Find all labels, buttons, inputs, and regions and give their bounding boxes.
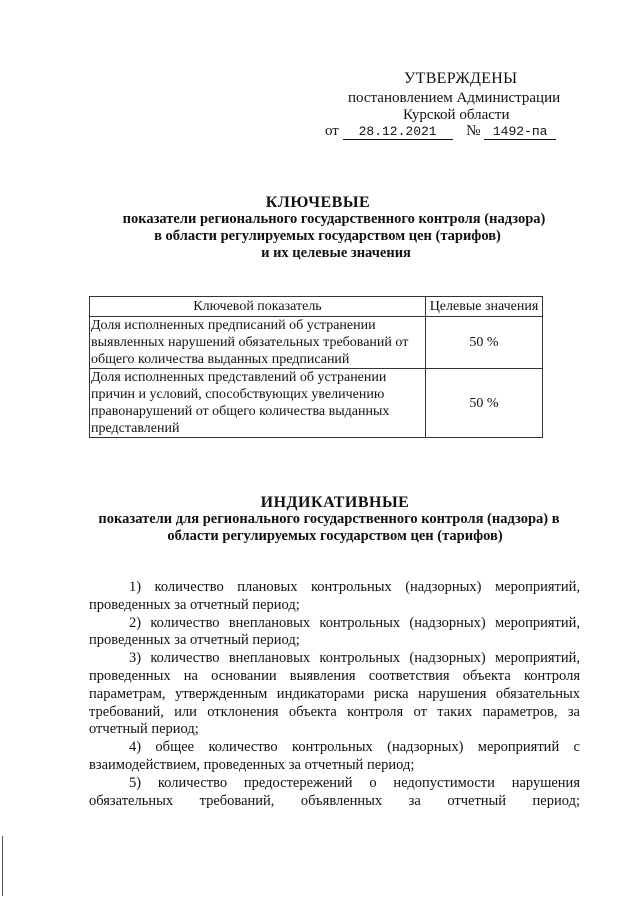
indicative-heading-line2: показатели для регионального государственного контроля (надзора) в <box>98 511 560 527</box>
approval-date-number-line <box>325 123 556 140</box>
indicative-heading-line3: области регулируемых государством цен (тарифов) <box>167 528 503 544</box>
approval-from-label: от <box>325 123 339 139</box>
approval-title: УТВЕРЖДЕНЫ <box>404 70 518 87</box>
list-item: 1) количество плановых контрольных (надзорных) мероприятий, проведенных за отчетный период; <box>89 579 580 613</box>
approval-resolution-line: постановлением Администрации <box>348 90 561 106</box>
indicative-items-list <box>89 579 580 810</box>
header-key-indicator: Ключевой показатель <box>90 297 426 317</box>
table-row <box>90 317 543 369</box>
list-item: 3) количество внеплановых контрольных (надзорных) мероприятий, проведенных на основании выявления соответствия объекта контроля параметрам, утвержденным индикаторами риска нарушения обязательных требований, или отклонения объекта контроля от таких параметров, за отчетный период; <box>89 650 580 738</box>
key-indicators-table <box>89 296 543 438</box>
key-heading-line3: в области регулируемых государством цен (тарифов) <box>154 228 501 244</box>
table-header-row <box>90 297 543 317</box>
target-value-cell: 50 % <box>426 317 543 369</box>
list-item: 4) общее количество контрольных (надзорных) мероприятий с взаимодействием, проведенных за отчетный период; <box>89 739 580 773</box>
target-value-cell: 50 % <box>426 369 543 438</box>
key-indicators-heading <box>80 194 580 262</box>
table-row <box>90 369 543 438</box>
key-heading-line2: показатели регионального государственного контроля (надзора) <box>122 211 546 227</box>
indicator-cell: Доля исполненных представлений об устранении причин и условий, способствующих увеличению правонарушений от общего количества выданных представлений <box>90 369 426 438</box>
key-heading-line4: и их целевые значения <box>261 245 411 261</box>
approval-number: 1492-па <box>484 124 556 140</box>
indicative-heading-title: ИНДИКАТИВНЫЕ <box>260 494 410 511</box>
header-target-values: Целевые значения <box>426 297 543 317</box>
scan-edge-mark <box>2 836 3 896</box>
indicator-cell: Доля исполненных предписаний об устранении выявленных нарушений обязательных требований от общего количества выданных предписаний <box>90 317 426 369</box>
list-item: 5) количество предостережений о недопустимости нарушения обязательных требований, объявленных за отчетный период; <box>89 774 580 809</box>
approval-date: 28.12.2021 <box>343 124 453 140</box>
list-item: 2) количество внеплановых контрольных (надзорных) мероприятий, проведенных за отчетный период; <box>89 614 580 649</box>
approval-number-label: № <box>466 123 481 139</box>
approval-region-line: Курской области <box>403 107 510 123</box>
key-heading-title: КЛЮЧЕВЫЕ <box>265 194 371 211</box>
indicative-indicators-heading <box>90 494 580 545</box>
